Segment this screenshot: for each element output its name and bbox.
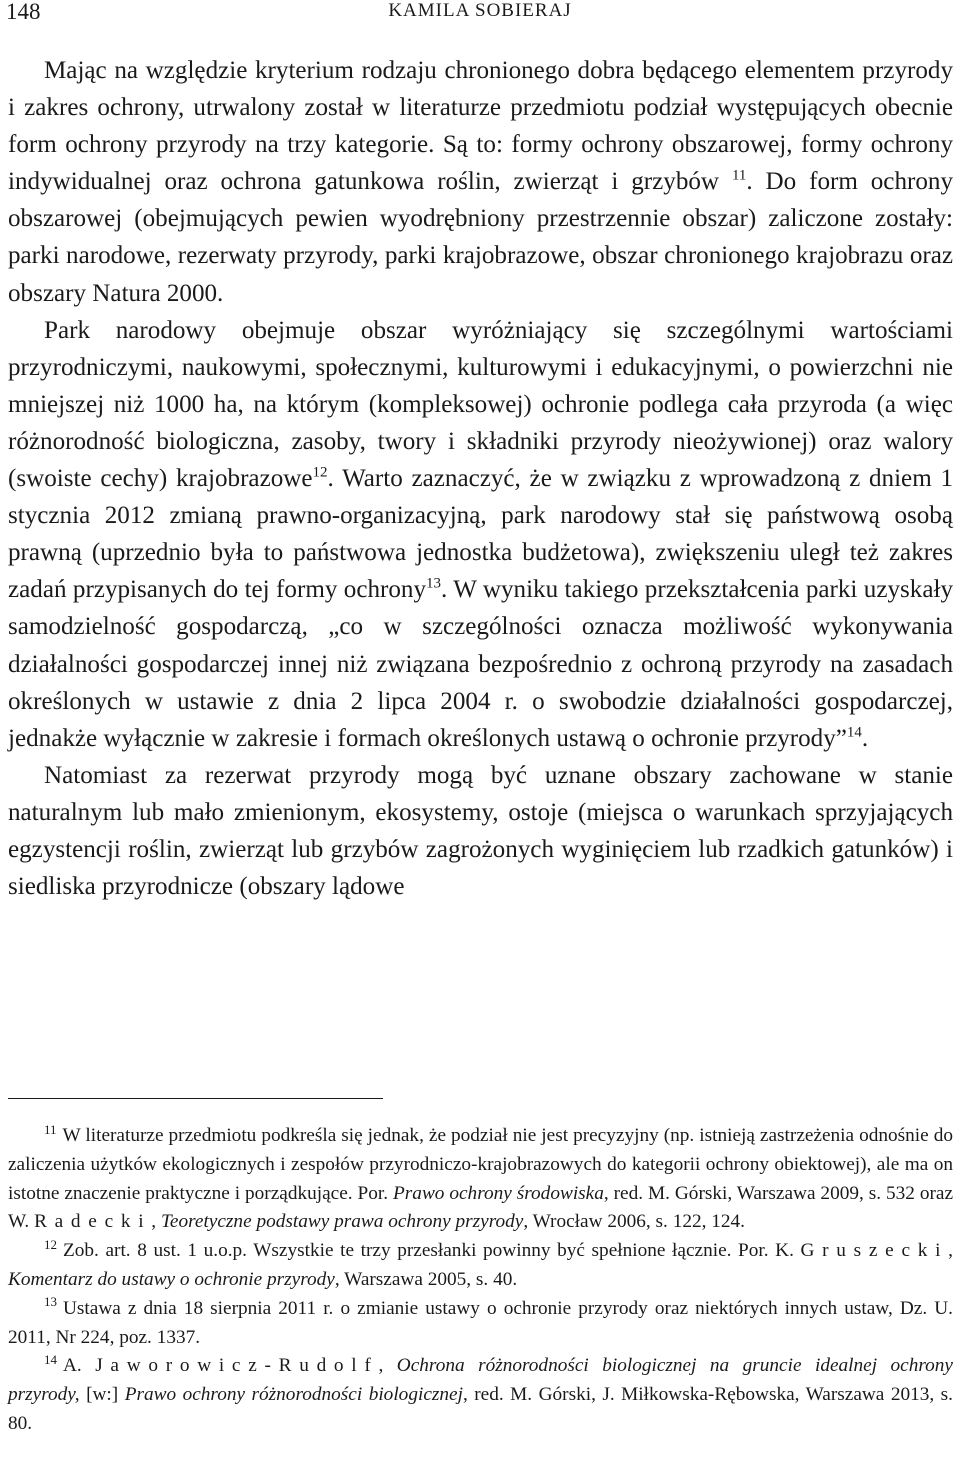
paragraph-1: [8, 52, 953, 312]
paragraph-2-text-c: . W wyniku takiego przekształcenia parki uzyskały samodzielność gospodarczą, „co w szczególności oznacza możliwość wykonywania działalności gospodarczej innej niż związana bezpośrednio z ochroną przyrody na zasadach określonych w ustawie z dnia 2 lipca 2004 r. o swobodzie działalności gospodarczej, jednakże wyłącznie w zakresie i formach określonych ustawą o ochronie przyrody”: [8, 576, 953, 752]
footnote-author: Jaworowicz-Rudolf: [95, 1355, 379, 1377]
paragraph-2-text-a: Park narodowy obejmuje obszar wyróżniający się szczególnymi wartościami przyrodniczymi, naukowymi, społecznymi, kulturowymi i edukacyjnymi, o powierzchni nie mniejszej niż 1000 ha, na którym (kompleksowej) ochronie podlega cała przyroda (a więc różnorodność biologiczna, zasoby, twory i składniki przyrody nieożywionej) oraz walory (swoiste cechy) krajobrazowe: [8, 316, 953, 493]
footnote-number: 13: [44, 1294, 57, 1310]
footnote-text: W literaturze przedmiotu podkreśla się jednak, że podział nie jest precyzyjny (np. istnieją zastrzeżenia odnośnie do zaliczenia użytków ekologicznych i zespołów przyrodniczo-krajobrazowych do kategorii ochrony obiektowej), ale ma on istotne znaczenie praktyczne i porządkujące. Por.: [8, 1125, 953, 1204]
footnote-title: Teoretyczne podstawy prawa ochrony przyrody: [160, 1211, 524, 1233]
footnote-ref-11: 11: [731, 167, 747, 184]
footnote-text: , red. M. Górski, Warszawa 2009, s. 532 oraz W.: [8, 1182, 953, 1233]
running-head: [0, 0, 960, 30]
paragraph-2-text-b: . Warto zaznaczyć, że w związku z wprowadzoną z dniem 1 stycznia 2012 zmianą prawno-organizacyjną, park narodowy stał się państwową osobą prawną (uprzednio była to państwowa jednostka budżetowa), zwiększeniu uległ też zakres zadań przypisanych do tej formy ochrony: [8, 465, 953, 604]
footnote-number: 14: [44, 1351, 57, 1367]
footnote-text: , Wrocław 2006, s. 122, 124.: [523, 1211, 745, 1233]
footnote-title: Prawo ochrony środowiska: [393, 1182, 604, 1204]
paragraph-1-text-a: Mając na względzie kryterium rodzaju chronionego dobra będącego elementem przyrody i zakres ochrony, utrwalony został w literaturze przedmiotu podział występujących obecnie form ochrony przyrody na trzy kategorie. Są to: formy ochrony obszarowej, formy ochrony indywidualnej oraz ochrona gatunkowa roślin, zwierząt i grzybów: [8, 57, 953, 196]
footnote-title: Komentarz do ustawy o ochronie przyrody: [8, 1268, 335, 1290]
footnote-number: 11: [44, 1121, 57, 1137]
footnote-ref-12: 12: [312, 464, 328, 481]
footnote-author: Radecki: [34, 1211, 152, 1233]
footnote-text: , red. M. Górski, J. Miłkowska-Rębowska, Warszawa 2013, s. 80.: [8, 1384, 954, 1434]
footnote-text: Ustawa z dnia 18 sierpnia 2011 r. o zmianie ustawy o ochronie przyrody oraz niektórych innych ustaw, Dz. U. 2011, Nr 224, poz. 1337.: [8, 1297, 953, 1348]
paragraph-1-text-b: . Do form ochrony obszarowej (obejmujących pewien wyodrębniony przestrzennie obszar) zaliczone zostały: parki narodowe, rezerwaty przyrody, parki krajobrazowe, obszar chronionego krajobrazu oraz obszary Natura 2000.: [8, 168, 953, 307]
footnote-ref-14: 14: [846, 724, 862, 741]
footnote-text: A.: [63, 1355, 82, 1377]
page-number: 148: [6, 0, 41, 24]
footnote-14: [8, 1352, 953, 1438]
footnote-number: 12: [44, 1236, 57, 1252]
footnote-ref-wrap: [719, 168, 746, 195]
paragraph-2-text-d: .: [861, 724, 869, 752]
footnote-ref-13: 13: [426, 575, 442, 592]
footnote-divider: [8, 1098, 383, 1099]
footnote-text: , Warszawa 2005, s. 40.: [334, 1268, 518, 1290]
footnote-text: Zob. art. 8 ust. 1 u.o.p. Wszystkie te trzy przesłanki powinny być spełnione łącznie. Por. K.: [63, 1240, 794, 1262]
footnote-text: ,: [378, 1355, 384, 1377]
footnote-11: [8, 1122, 953, 1237]
footnote-12: [8, 1237, 953, 1295]
footnote-author: Gruszecki: [800, 1240, 949, 1262]
footnote-text: [w:]: [86, 1384, 119, 1406]
footnote-13: [8, 1295, 953, 1353]
running-title: KAMILA SOBIERAJ: [388, 0, 572, 21]
footnote-title: Ochrona różnorodności biologicznej na gruncie idealnej ochrony przyrody,: [8, 1355, 953, 1406]
footnote-text: ,: [948, 1240, 953, 1262]
main-text: [8, 52, 953, 905]
paragraph-3-text: Natomiast za rezerwat przyrody mogą być uznane obszary zachowane w stanie naturalnym lub mało zmienionym, ekosystemy, ostoje (miejsca o warunkach sprzyjających egzystencji roślin, zwierząt lub grzybów zagrożonych wyginięciem lub rzadkich gatunków) i siedliska przyrodnicze (obszary lądowe: [8, 761, 953, 901]
footnotes: [8, 1122, 953, 1439]
footnote-text: ,: [151, 1211, 157, 1233]
paragraph-3: [8, 757, 953, 905]
paragraph-2: [8, 312, 953, 757]
footnote-title: Prawo ochrony różnorodności biologicznej: [124, 1384, 463, 1406]
